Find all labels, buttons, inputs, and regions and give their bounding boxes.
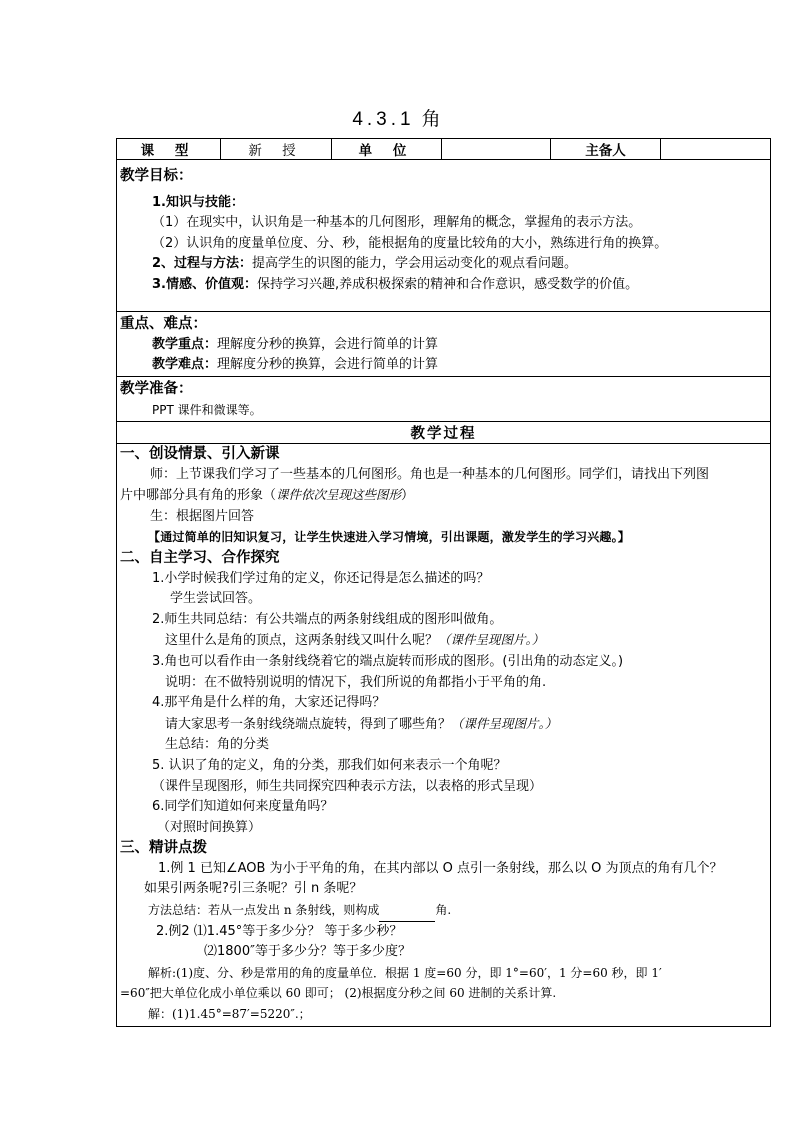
s3-line-2: 如果引两条呢?引三条呢？引 n 条呢？ [144, 881, 363, 897]
course-type-label: 课 型 [117, 139, 221, 160]
focus-text: 理解度分秒的换算，会进行简单的计算 [217, 336, 439, 352]
k2-label: 2、过程与方法： [152, 256, 253, 272]
unit-value [442, 139, 551, 160]
s2-line-12: 6.同学们知道如何来度量角吗？ [152, 799, 334, 815]
s3-line-6: 解析:(1)度、分、秒是常用的角的度量单位．根据 1 度=60 分，即 1°=60′，1 分=60 秒，即 1′ [148, 965, 662, 980]
s2-line-3: 2.师生共同总结：有公共端点的两条射线组成的图形叫做角。 [152, 611, 503, 627]
s2-line-2: 学生尝试回答。 [170, 591, 262, 607]
s2-line-4b: （课件呈现图片。） [438, 632, 545, 648]
s1-note: 【通过简单的旧知识复习，让学生快速进入学习情境，引出课题，激发学生的学习兴趣。】 [148, 530, 631, 545]
k2-text: 提高学生的识图的能力，学会用运动变化的观点看问题。 [252, 256, 578, 272]
s2-line-5: 3.角也可以看作由一条射线绕着它的端点旋转而形成的图形。(引出角的动态定义。) [152, 653, 624, 669]
section-number: 4.3.1 [352, 109, 415, 130]
s2-line-11: （课件呈现图形，师生共同探究四种表示方法，以表格的形式呈现） [152, 778, 543, 794]
k3-text: 保持学习兴趣,养成积极探索的精神和合作意识，感受数学的价值。 [256, 276, 639, 292]
k1-item-a: （1）在现实中，认识角是一种基本的几何图形，理解角的概念，掌握角的表示方法。 [152, 215, 642, 231]
s2-line-13: （对照时间换算） [157, 819, 262, 835]
focus-label: 教学重点： [152, 336, 218, 352]
s2-line-4a: 这里什么是角的顶点，这两条射线又叫什么呢？ [165, 633, 439, 649]
k1-item-b: （2）认识角的度量单位度、分、秒，能根据角的度量比较角的大小，熟练进行角的换算。 [152, 235, 668, 251]
s3-line-1: 1.例 1 已知∠AOB 为小于平角的角，在其内部以 O 点引一条射线，那么以 O 为顶点的角有几个？ [158, 860, 723, 876]
s1-paragraph-1: 师：上节课我们学习了一些基本的几何图形。角也是一种基本的几何图形。同学们，请找出下列图 [150, 466, 710, 482]
keypoints-heading: 重点、难点： [120, 316, 207, 332]
s3-line-3a: 方法总结：若从一点发出 n 条射线，则构成 [148, 903, 380, 918]
section-2-title: 二、自主学习、合作探究 [120, 549, 280, 566]
process-body-row [117, 444, 771, 1027]
course-type-value: 新 授 [221, 139, 332, 160]
prep-heading: 教学准备： [120, 381, 193, 397]
prep-row [117, 377, 771, 422]
process-heading-row [117, 422, 771, 444]
lesson-plan-table [116, 138, 771, 1027]
section-3-title: 三、精讲点拨 [120, 840, 207, 857]
s1-paragraph-2b: 课件依次呈现这些图形 [276, 487, 402, 503]
s3-line-5: ⑵1800″等于多少分？等于多少度？ [204, 944, 411, 960]
s3-line-4: 2.例2 ⑴1.45°等于多少分？ 等于多少秒？ [156, 923, 403, 939]
s1-paragraph-3: 生：根据图片回答 [150, 508, 255, 524]
objectives-heading: 教学目标： [120, 168, 193, 184]
s2-line-9: 生总结：角的分类 [165, 737, 270, 753]
k3-label: 3.情感、价值观： [152, 276, 257, 292]
s3-line-7: =60″把大单位化成小单位乘以 60 即可； (2)根据度分秒之间 60 进制的关系计算. [120, 986, 557, 1001]
answer-blank [379, 909, 435, 922]
s2-line-1: 1.小学时候我们学过角的定义，你还记得是怎么描述的吗？ [152, 570, 490, 586]
s1-paragraph-2a: 片中哪部分具有角的形象（ [120, 488, 277, 504]
s3-line-3b: 角. [435, 903, 452, 918]
preparer-value [661, 139, 771, 160]
difficulty-label: 教学难点： [152, 357, 218, 373]
s2-line-6: 说明：在不做特别说明的情况下，我们所说的角都指小于平角的角. [165, 674, 547, 690]
s3-line-8: 解：(1)1.45°=87′=5220″.； [148, 1007, 311, 1022]
process-heading: 教学过程 [117, 422, 771, 444]
s2-line-8a: 请大家思考一条射线绕端点旋转，得到了哪些角？ [165, 716, 452, 732]
s2-line-10: 5. 认识了角的定义，角的分类，那我们如何来表示一个角呢？ [152, 757, 507, 773]
prep-text: PPT 课件和微课等。 [152, 402, 262, 417]
header-row [117, 139, 771, 160]
section-name: 角 [421, 108, 442, 130]
s2-line-7: 4.那平角是什么样的角，大家还记得吗？ [152, 695, 386, 711]
s1-paragraph-2c: ） [401, 488, 415, 504]
unit-label: 单 位 [332, 139, 442, 160]
section-1-title: 一、创设情景、引入新课 [120, 446, 280, 462]
s2-line-8b: （课件呈现图片。） [451, 715, 558, 731]
keypoints-row [117, 312, 771, 377]
page-title [0, 104, 794, 131]
k1-label: 1.知识与技能： [152, 194, 244, 210]
objectives-row [117, 160, 771, 312]
preparer-label: 主备人 [551, 139, 661, 160]
difficulty-text: 理解度分秒的换算，会进行简单的计算 [217, 357, 439, 373]
